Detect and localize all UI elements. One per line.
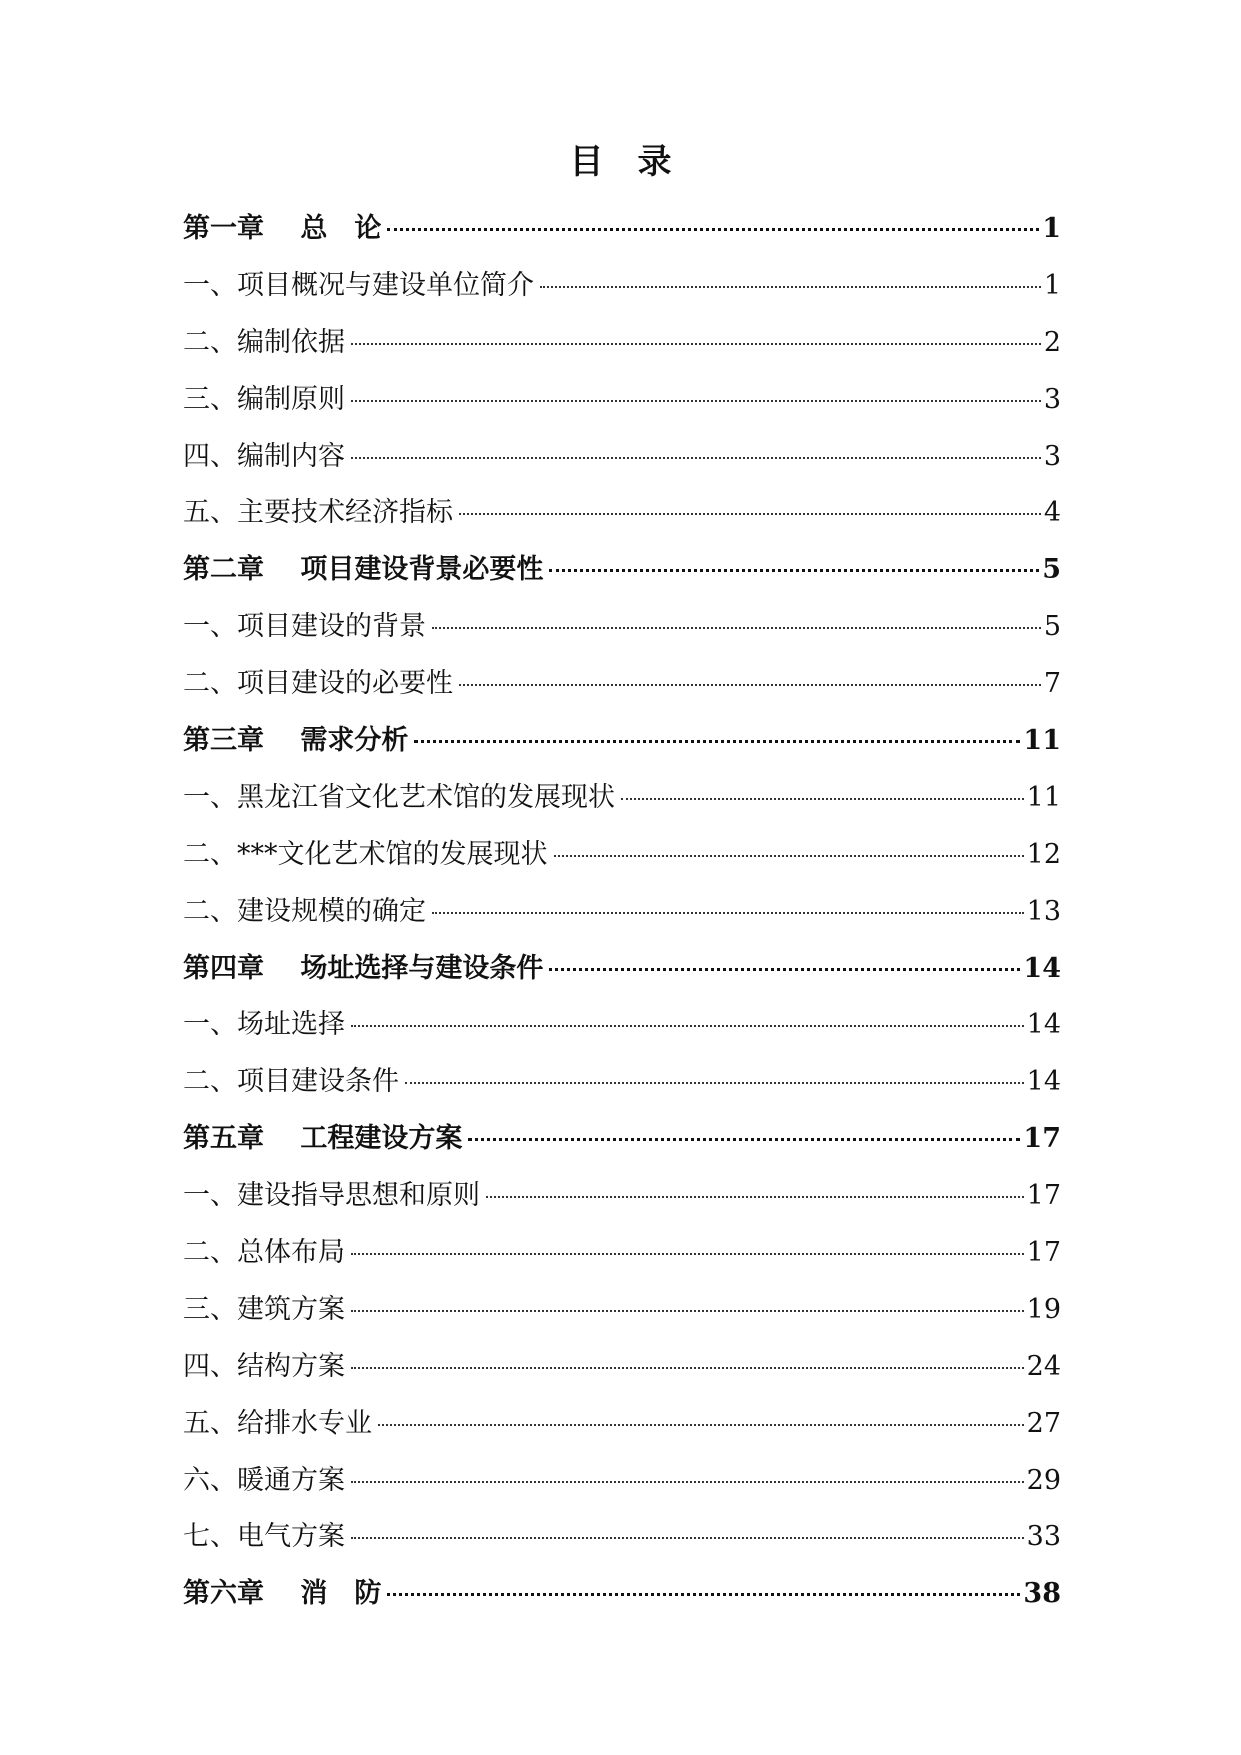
toc-chapter-entry[interactable] xyxy=(183,713,1061,770)
toc-section-entry[interactable] xyxy=(183,997,1061,1054)
dot-leader xyxy=(621,798,1024,800)
toc-entry-label: 四、结构方案 xyxy=(183,1350,345,1382)
toc-chapter-entry[interactable] xyxy=(183,1566,1061,1623)
toc-page-number: 7 xyxy=(1043,668,1061,700)
toc-title: 目 录 xyxy=(569,142,672,182)
dot-leader xyxy=(549,569,1039,572)
dot-leader xyxy=(351,1481,1024,1483)
dot-leader xyxy=(351,1367,1024,1369)
toc-entry-label: 一、场址选择 xyxy=(183,1009,345,1041)
dot-leader xyxy=(387,1593,1020,1596)
toc-page-number: 13 xyxy=(1026,895,1061,927)
toc-page-number: 11 xyxy=(1026,781,1061,813)
toc-entry-label: 第六章 消 防 xyxy=(183,1578,382,1610)
toc-page-number: 17 xyxy=(1026,1180,1061,1212)
toc-entry-label: 二、***文化艺术馆的发展现状 xyxy=(183,838,548,870)
dot-leader xyxy=(351,1253,1024,1255)
toc-page-number: 12 xyxy=(1026,838,1061,870)
toc-chapter-entry[interactable] xyxy=(183,542,1061,599)
toc-entry-label: 第三章 需求分析 xyxy=(183,725,409,757)
toc-entry-label: 四、编制内容 xyxy=(183,440,345,472)
toc-page-number: 29 xyxy=(1026,1464,1061,1496)
dot-leader xyxy=(414,740,1020,743)
toc-entry-label: 三、编制原则 xyxy=(183,383,345,415)
dot-leader xyxy=(351,1025,1024,1027)
toc-entry-label: 七、电气方案 xyxy=(183,1521,345,1553)
toc-page-number: 2 xyxy=(1043,326,1061,358)
toc-entry-label: 五、给排水专业 xyxy=(183,1407,372,1439)
toc-page-number: 1 xyxy=(1043,269,1061,301)
toc-page-number: 17 xyxy=(1026,1237,1061,1269)
toc-section-entry[interactable] xyxy=(183,429,1061,486)
toc-section-entry[interactable] xyxy=(183,315,1061,372)
toc-section-entry[interactable] xyxy=(183,258,1061,315)
toc-entry-label: 第五章 工程建设方案 xyxy=(183,1123,463,1155)
toc-page-number: 5 xyxy=(1042,554,1061,586)
toc-chapter-entry[interactable] xyxy=(183,201,1061,258)
toc-section-entry[interactable] xyxy=(183,884,1061,941)
toc-page-number: 33 xyxy=(1026,1521,1061,1553)
toc-page-number: 24 xyxy=(1026,1350,1061,1382)
dot-leader xyxy=(554,855,1024,857)
toc-section-entry[interactable] xyxy=(183,1453,1061,1510)
dot-leader xyxy=(378,1424,1024,1426)
toc-section-entry[interactable] xyxy=(183,599,1061,656)
dot-leader xyxy=(351,343,1041,345)
toc-entry-label: 二、总体布局 xyxy=(183,1237,345,1269)
toc-section-entry[interactable] xyxy=(183,1396,1061,1453)
dot-leader xyxy=(486,1196,1024,1198)
toc-page-number: 14 xyxy=(1023,952,1061,984)
toc-chapter-entry[interactable] xyxy=(183,1111,1061,1168)
toc-section-entry[interactable] xyxy=(183,1509,1061,1566)
dot-leader xyxy=(405,1082,1024,1084)
dot-leader xyxy=(459,513,1041,515)
toc-section-entry[interactable] xyxy=(183,1282,1061,1339)
dot-leader xyxy=(459,684,1041,686)
toc-page-number: 3 xyxy=(1043,383,1061,415)
dot-leader xyxy=(351,1537,1024,1539)
dot-leader xyxy=(549,968,1020,971)
toc-entry-label: 二、项目建设的必要性 xyxy=(183,668,453,700)
toc-section-entry[interactable] xyxy=(183,656,1061,713)
toc-page-number: 3 xyxy=(1043,440,1061,472)
dot-leader xyxy=(540,286,1041,288)
toc-page-number: 38 xyxy=(1023,1578,1061,1610)
toc-entry-label: 一、建设指导思想和原则 xyxy=(183,1180,480,1212)
toc-page-number: 5 xyxy=(1043,611,1061,643)
toc-entry-label: 一、黑龙江省文化艺术馆的发展现状 xyxy=(183,781,615,813)
toc-entry-label: 一、项目概况与建设单位简介 xyxy=(183,269,534,301)
toc-entry-label: 第一章 总 论 xyxy=(183,213,382,244)
toc-page-number: 27 xyxy=(1026,1407,1061,1439)
toc-chapter-entry[interactable] xyxy=(183,941,1061,998)
toc-page-number: 11 xyxy=(1023,725,1061,757)
toc-entry-label: 二、编制依据 xyxy=(183,326,345,358)
toc-section-entry[interactable] xyxy=(183,770,1061,827)
toc-entry-label: 二、建设规模的确定 xyxy=(183,895,426,927)
dot-leader xyxy=(351,400,1041,402)
toc-section-entry[interactable] xyxy=(183,485,1061,542)
toc-page-number: 14 xyxy=(1026,1066,1061,1098)
toc-section-entry[interactable] xyxy=(183,827,1061,884)
toc-page-number: 17 xyxy=(1023,1123,1061,1155)
dot-leader xyxy=(432,912,1024,914)
toc-page-number: 1 xyxy=(1042,213,1061,244)
dot-leader xyxy=(351,1310,1024,1312)
toc-entry-label: 一、项目建设的背景 xyxy=(183,611,426,643)
toc-section-entry[interactable] xyxy=(183,1225,1061,1282)
toc-section-entry[interactable] xyxy=(183,1168,1061,1225)
dot-leader xyxy=(432,627,1041,629)
dot-leader xyxy=(387,228,1039,231)
toc-page-number: 19 xyxy=(1026,1293,1061,1325)
toc-entry-label: 第四章 场址选择与建设条件 xyxy=(183,952,544,984)
toc-entry-label: 五、主要技术经济指标 xyxy=(183,497,453,529)
dot-leader xyxy=(351,457,1041,459)
toc-page-number: 14 xyxy=(1026,1009,1061,1041)
toc-entry-label: 六、暖通方案 xyxy=(183,1464,345,1496)
toc-entry-label: 三、建筑方案 xyxy=(183,1293,345,1325)
toc-section-entry[interactable] xyxy=(183,372,1061,429)
toc-section-entry[interactable] xyxy=(183,1054,1061,1111)
dot-leader xyxy=(468,1138,1020,1141)
toc-page-number: 4 xyxy=(1043,497,1061,529)
toc-section-entry[interactable] xyxy=(183,1339,1061,1396)
toc-entry-label: 二、项目建设条件 xyxy=(183,1066,399,1098)
table-of-contents xyxy=(183,201,1061,1623)
toc-entry-label: 第二章 项目建设背景必要性 xyxy=(183,554,544,586)
